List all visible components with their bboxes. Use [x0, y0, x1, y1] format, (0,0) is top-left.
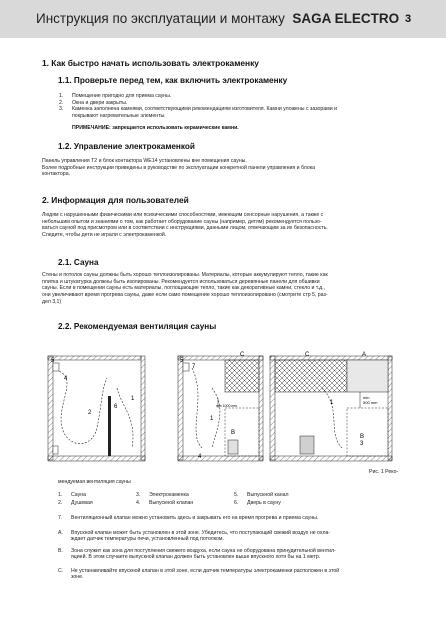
label-3: 3 [360, 441, 364, 447]
note-a: A. Впускной клапан может быть установлен в этой зоне. Убедитесь, что поступающий свежий воздух не охла- ждает датчик температуры печи, установленный под потолком. [58, 530, 331, 542]
dimension-500mm: 500 mm [363, 400, 378, 405]
note-b: B. Зона служит как зона для поступления свежего воздуха, если сауна не оборудована принудительной вентил- яцией. В этом случаете выпускной клапан должен быть установлен выше впускного хотя бы на 1 метр. [58, 548, 336, 560]
header-title [36, 11, 399, 26]
label-b: B [360, 434, 365, 440]
note-ceramic-stones: ПРИМЕЧАНИЕ: запрещается использовать керамические камни. [72, 125, 239, 131]
list-item: 2. Окна и двери закрыты. [59, 99, 128, 106]
legend-item: 5. Выпускной канал [234, 492, 289, 498]
label-5: 5 [51, 358, 55, 364]
legend-item: 6. Дверь в сауну [234, 500, 281, 506]
section-2-heading: 2. Информация для пользователей [42, 195, 189, 205]
figure-caption-line1: Рис. 1 Реко- [369, 469, 399, 475]
header-brand: SAGA ELECTRO [292, 11, 400, 26]
label-5: 5 [180, 358, 184, 364]
legend-item: 3. Электрокаменка [136, 492, 189, 498]
section-2-1-text: Стены и потолок сауны должны быть хорошо теплоизолированы. Материалы, которые аккумулируют тепло, такие как плитка и штукатурка должны быть изолированы. Рекомендуется использоваться деревянные панели для обшивки сауны. Если в помещении сауны есть материалы, поглощающие тепло, такие как декоративные камни, стекло и т.д., они увеличивают время прогрева сауны, даже если само помещение хорошо теплоизолировано (смотрите стр 5, раз- дел 3,1) [42, 272, 328, 305]
list-item: 3. Каменка заполнена камнями, соответствующими рекомендациям изготовителя. Камни уложены с зазорами и [59, 106, 337, 112]
note-7: 7. Вентиляционный клапан можно установить здесь и закрывать его на время прогрева и приема сауны. [58, 515, 319, 521]
label-1: 1 [210, 416, 214, 422]
label-6: 6 [114, 404, 118, 410]
dimension-min-1000mm: min 1000 mm [216, 404, 238, 408]
list-item: покрывают нагревательные элементы. [72, 112, 166, 119]
label-7: 7 [192, 364, 196, 370]
ventilation-figure [42, 348, 397, 470]
figure-caption-line2: мендуемая вентиляция сауны [58, 479, 131, 485]
legend-item: 1. Сауна [58, 492, 86, 498]
panel-sauna-zones [270, 356, 392, 461]
section-1-2-heading: 1.2. Управление электрокаменкой [58, 142, 195, 151]
label-b: B [231, 430, 236, 436]
section-1-heading: 1. Как быстро начать использовать электрокаменку [42, 58, 259, 68]
section-1-1-heading: 1.1. Проверьте перед тем, как включить электрокаменку [58, 76, 288, 85]
section-2-1-heading: 2.1. Сауна [58, 258, 99, 267]
label-c: C [240, 352, 245, 358]
dimension-min: min [363, 395, 370, 400]
list-item: 1. Помещение пригодно для приема сауны. [59, 93, 172, 99]
page-header [0, 0, 446, 38]
label-2: 2 [88, 410, 92, 416]
header-title-text: Инструкция по эксплуатации и монтажу [36, 11, 285, 26]
panel-sauna-shower [48, 356, 145, 461]
legend-item: 4. Выпускной клапан [136, 500, 194, 506]
section-1-2-text: Панель управления T2 и блок контактора WE14 установлены вне помещения сауны. Более подробные инструкции приведены в руководстве по эксплуатации конкретной панели управления и блока контактора. [42, 158, 315, 178]
panel-sauna-inlet [178, 356, 263, 461]
label-a: A [362, 352, 367, 358]
ventilation-diagram [42, 348, 397, 470]
page-number: 3 [405, 13, 412, 25]
label-1: 1 [330, 400, 334, 406]
section-2-text: Людям с нарушенными физическими или психическими способностями, имеющим сенсорные нарушения, а также с небольшим опытом и знаниями о том, как работает оборудование сауны (например, детям) рекомендуется пользо- ваться сауной под присмотром или в соответствии с инструкциями, данными лицом, отвечающим за их безопасность. Следите, чтобы дети не играли с электрокаменкой. [42, 212, 328, 239]
label-1: 1 [131, 396, 135, 402]
legend-item: 2. Душевая [58, 500, 93, 506]
label-4: 4 [64, 376, 68, 382]
section-2-2-heading: 2.2. Рекомендуемая вентиляция сауны [58, 322, 217, 331]
label-4: 4 [198, 454, 202, 460]
label-c: C [305, 352, 310, 358]
note-c: C. Не устанавливайте впускной клапан в этой зоне, если датчик температуры электрокаменки расположен в этой зоне. [58, 568, 340, 580]
